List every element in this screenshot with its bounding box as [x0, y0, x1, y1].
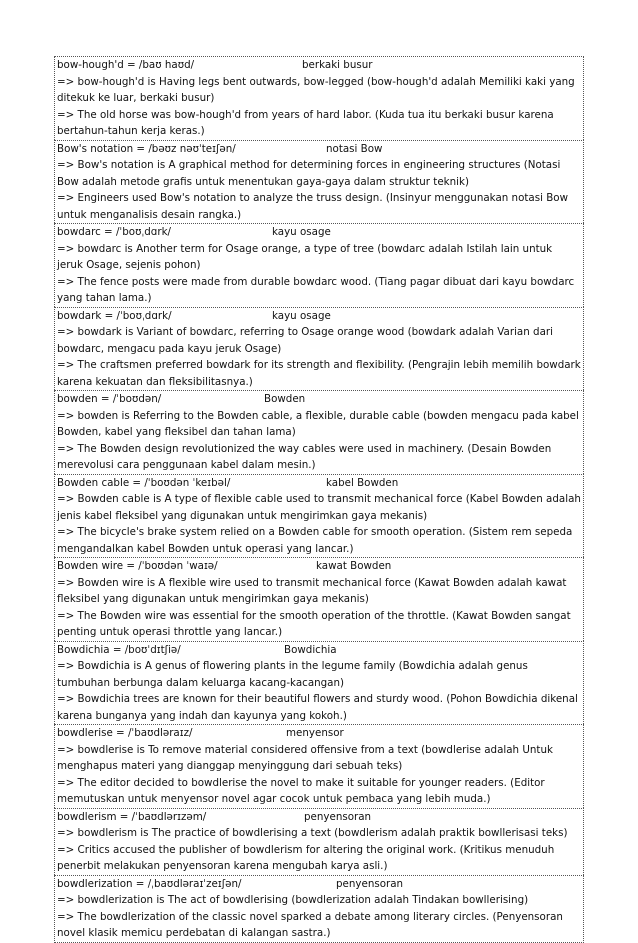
entry-term: bowdarc = /ˈboʊˌdɑrk/: [57, 226, 172, 238]
dictionary-entry: [54, 808, 584, 875]
dictionary-entry: [54, 140, 584, 224]
entry-header: [57, 141, 581, 158]
entry-translation: kayu osage: [272, 309, 331, 322]
entry-definition: => Bowden cable is A type of flexible cable used to transmit mechanical force (Kabel Bowden adalah jenis kabel fleksibel yang digunakan untuk mengirimkan gaya mekanis): [57, 493, 581, 522]
entry-header: [57, 642, 581, 659]
dictionary-entry: [54, 474, 584, 558]
entry-definition: => Bowdichia is A genus of flowering plants in the legume family (Bowdichia adalah genus tumbuhan berbunga dalam keluarga kacang-kacangan): [57, 660, 528, 689]
entry-definition: => bowdlerism is The practice of bowdlerising a text (bowdlerism adalah praktik bowllerisasi teks): [57, 827, 568, 839]
entry-header: [57, 725, 581, 742]
entry-header: [57, 391, 581, 408]
entry-definition: => Bow's notation is A graphical method for determining forces in engineering structures (Notasi Bow adalah metode grafis untuk menentukan gaya-gaya dalam struktur teknik): [57, 159, 561, 188]
entry-header: [57, 308, 581, 325]
dictionary-entry: [54, 307, 584, 391]
dictionary-entry: [54, 223, 584, 307]
entry-term: Bow's notation = /bəʊz nəʊˈteɪʃən/: [57, 142, 236, 155]
entry-translation: Bowden: [264, 393, 306, 405]
entry-example: => The Bowden wire was essential for the smooth operation of the throttle. (Kawat Bowden sangat penting untuk operasi throttle yang lancar.): [57, 609, 571, 638]
entry-header: [57, 558, 581, 575]
entry-header: [57, 57, 581, 74]
entry-translation: penyensoran: [336, 877, 404, 890]
entry-translation: kabel Bowden: [326, 476, 399, 489]
entry-translation: penyensoran: [304, 810, 372, 823]
entry-example: => Critics accused the publisher of bowdlerism for altering the original work. (Kritikus menuduh penerbit melakukan penyensoran karena mengubah karya asli.): [57, 843, 555, 872]
entry-term: bowden = /ˈboʊdən/: [57, 393, 162, 405]
entry-example: => The editor decided to bowdlerise the novel to make it suitable for younger readers. (Editor memutuskan untuk menyensor novel agar cocok untuk pembaca yang lebih muda.): [57, 776, 545, 805]
entry-translation: Bowdichia: [284, 643, 337, 656]
entry-definition: => Bowden wire is A flexible wire used to transmit mechanical force (Kawat Bowden adalah kawat fleksibel yang digunakan untuk mengirimkan gaya mekanis): [57, 576, 567, 605]
entry-translation: berkaki busur: [302, 59, 373, 71]
dictionary-entry: [54, 724, 584, 808]
entry-term: bowdark = /ˈboʊˌdɑrk/: [57, 309, 172, 322]
entry-term: Bowdichia = /boʊˈdɪtʃiə/: [57, 643, 181, 656]
entry-term: Bowden wire = /ˈboʊdən ˈwaɪə/: [57, 560, 218, 572]
entry-header: [57, 224, 581, 241]
entry-definition: => bowdlerise is To remove material considered offensive from a text (bowdlerise adalah Untuk menghapus materi yang dianggap menyinggung dari sebuah teks): [57, 743, 553, 772]
entry-definition: => bowdlerization is The act of bowdlerising (bowdlerization adalah Tindakan bowllerising): [57, 894, 529, 906]
entry-example: => The bowdlerization of the classic novel sparked a debate among literary circles. (Penyensoran novel klasik memicu perdebatan di kalangan sastra.): [57, 910, 563, 939]
entry-term: bow-hough'd = /baʊ haʊd/: [57, 59, 195, 71]
entry-example: => The old horse was bow-hough'd from years of hard labor. (Kuda tua itu berkaki busur karena bertahun-tahun kerja keras.): [57, 108, 554, 137]
entry-example: => The craftsmen preferred bowdark for its strength and flexibility. (Pengrajin lebih memilih bowdark karena kekuatan dan fleksibilitasnya.): [57, 359, 581, 388]
dictionary-entry: [54, 56, 584, 140]
dictionary-page: [54, 56, 584, 943]
entry-header: [57, 475, 581, 492]
dictionary-entry: [54, 557, 584, 641]
entry-header: [57, 809, 581, 826]
entry-term: bowdlerization = /ˌbaʊdləraɪˈzeɪʃən/: [57, 877, 242, 890]
entry-definition: => bow-hough'd is Having legs bent outwards, bow-legged (bow-hough'd adalah Memiliki kaki yang ditekuk ke luar, berkaki busur): [57, 75, 575, 104]
entry-term: bowdlerism = /ˈbaʊdlərɪzəm/: [57, 810, 207, 823]
entry-translation: kayu osage: [272, 226, 331, 238]
entry-example: => The fence posts were made from durable bowdarc wood. (Tiang pagar dibuat dari kayu bowdarc yang tahan lama.): [57, 275, 575, 304]
dictionary-entry: [54, 390, 584, 474]
dictionary-entry: [54, 875, 584, 943]
entry-definition: => bowdarc is Another term for Osage orange, a type of tree (bowdarc adalah Istilah lain untuk jeruk Osage, sejenis pohon): [57, 242, 553, 271]
entry-translation: menyensor: [286, 727, 344, 739]
entry-definition: => bowdark is Variant of bowdarc, referring to Osage orange wood (bowdark adalah Varian dari bowdarc, mengacu pada kayu jeruk Osage): [57, 326, 553, 355]
entry-term: Bowden cable = /ˈboʊdən ˈkeɪbəl/: [57, 476, 231, 489]
entry-example: => The Bowden design revolutionized the way cables were used in machinery. (Desain Bowden merevolusi cara penggunaan kabel dalam mesin.): [57, 442, 552, 471]
entry-header: [57, 876, 581, 893]
entry-translation: kawat Bowden: [316, 560, 392, 572]
entry-example: => The bicycle's brake system relied on a Bowden cable for smooth operation. (Sistem rem sepeda mengandalkan kabel Bowden untuk operasi yang lancar.): [57, 526, 573, 555]
entry-translation: notasi Bow: [326, 142, 383, 155]
dictionary-entry: [54, 641, 584, 725]
entry-example: => Bowdichia trees are known for their beautiful flowers and sturdy wood. (Pohon Bowdichia dikenal karena bunganya yang indah dan kayunya yang kokoh.): [57, 693, 578, 722]
entry-example: => Engineers used Bow's notation to analyze the truss design. (Insinyur menggunakan notasi Bow untuk menganalisis desain rangka.): [57, 192, 569, 221]
entry-definition: => bowden is Referring to the Bowden cable, a flexible, durable cable (bowden mengacu pada kabel Bowden, kabel yang fleksibel dan tahan lama): [57, 409, 579, 438]
entry-term: bowdlerise = /ˈbaʊdləraɪz/: [57, 727, 193, 739]
